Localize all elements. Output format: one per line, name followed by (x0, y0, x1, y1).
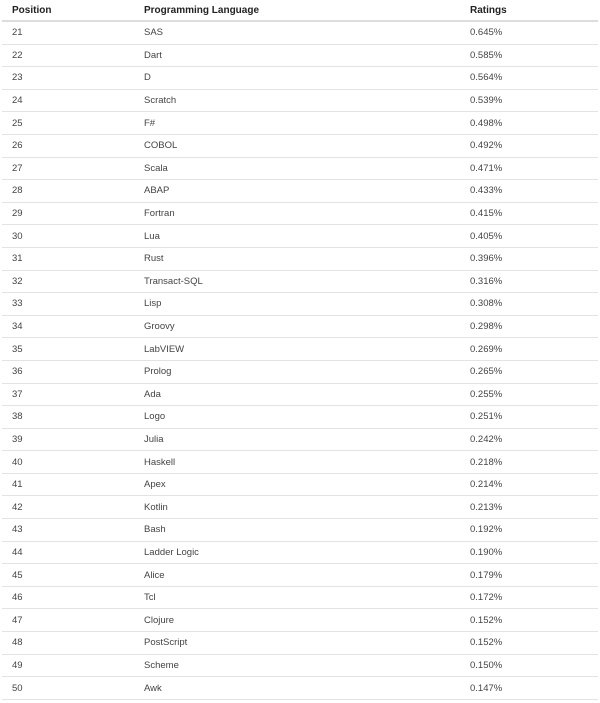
cell-language: Kotlin (133, 496, 460, 519)
table-row (2, 451, 598, 474)
cell-language: D (133, 67, 460, 90)
table-body (2, 21, 598, 699)
cell-position: 39 (2, 428, 133, 451)
cell-position: 27 (2, 157, 133, 180)
cell-language: F# (133, 112, 460, 135)
cell-rating: 0.147% (460, 677, 598, 700)
cell-language: PostScript (133, 632, 460, 655)
table-row (2, 112, 598, 135)
table-row (2, 654, 598, 677)
cell-language: Julia (133, 428, 460, 451)
cell-language: Scala (133, 157, 460, 180)
cell-language: Prolog (133, 360, 460, 383)
cell-language: Apex (133, 473, 460, 496)
cell-language: Transact-SQL (133, 270, 460, 293)
cell-position: 47 (2, 609, 133, 632)
cell-rating: 0.150% (460, 654, 598, 677)
cell-rating: 0.316% (460, 270, 598, 293)
header-row (2, 0, 598, 21)
cell-language: Haskell (133, 451, 460, 474)
table-row (2, 293, 598, 316)
table-row (2, 180, 598, 203)
table-row (2, 541, 598, 564)
cell-rating: 0.251% (460, 406, 598, 429)
cell-position: 40 (2, 451, 133, 474)
cell-position: 41 (2, 473, 133, 496)
cell-position: 24 (2, 89, 133, 112)
cell-language: Clojure (133, 609, 460, 632)
table-header (2, 0, 598, 21)
cell-rating: 0.498% (460, 112, 598, 135)
table-row (2, 157, 598, 180)
table-row (2, 564, 598, 587)
cell-rating: 0.172% (460, 586, 598, 609)
cell-position: 34 (2, 315, 133, 338)
cell-language: Ada (133, 383, 460, 406)
cell-position: 30 (2, 225, 133, 248)
table-row (2, 89, 598, 112)
cell-rating: 0.308% (460, 293, 598, 316)
column-header-position: Position (2, 0, 133, 21)
cell-language: COBOL (133, 134, 460, 157)
cell-position: 37 (2, 383, 133, 406)
cell-language: Scheme (133, 654, 460, 677)
table-row (2, 338, 598, 361)
cell-rating: 0.471% (460, 157, 598, 180)
cell-language: Fortran (133, 202, 460, 225)
cell-position: 38 (2, 406, 133, 429)
cell-position: 25 (2, 112, 133, 135)
cell-rating: 0.645% (460, 21, 598, 44)
table-row (2, 383, 598, 406)
table-row (2, 609, 598, 632)
cell-position: 36 (2, 360, 133, 383)
column-header-language: Programming Language (133, 0, 460, 21)
cell-position: 32 (2, 270, 133, 293)
table-row (2, 270, 598, 293)
cell-position: 23 (2, 67, 133, 90)
cell-position: 45 (2, 564, 133, 587)
ratings-table (2, 0, 598, 700)
cell-rating: 0.152% (460, 609, 598, 632)
cell-rating: 0.564% (460, 67, 598, 90)
table-row (2, 519, 598, 542)
column-header-ratings: Ratings (460, 0, 598, 21)
cell-position: 43 (2, 519, 133, 542)
cell-rating: 0.179% (460, 564, 598, 587)
cell-rating: 0.214% (460, 473, 598, 496)
cell-rating: 0.539% (460, 89, 598, 112)
cell-language: Dart (133, 44, 460, 67)
cell-language: SAS (133, 21, 460, 44)
table-row (2, 202, 598, 225)
cell-position: 42 (2, 496, 133, 519)
cell-position: 22 (2, 44, 133, 67)
table-row (2, 473, 598, 496)
table-row (2, 406, 598, 429)
cell-rating: 0.213% (460, 496, 598, 519)
cell-position: 35 (2, 338, 133, 361)
cell-rating: 0.585% (460, 44, 598, 67)
cell-position: 21 (2, 21, 133, 44)
cell-language: Groovy (133, 315, 460, 338)
cell-language: LabVIEW (133, 338, 460, 361)
cell-language: Tcl (133, 586, 460, 609)
cell-position: 29 (2, 202, 133, 225)
cell-rating: 0.255% (460, 383, 598, 406)
cell-language: Rust (133, 247, 460, 270)
cell-rating: 0.433% (460, 180, 598, 203)
cell-language: Scratch (133, 89, 460, 112)
table-row (2, 586, 598, 609)
table-row (2, 360, 598, 383)
cell-language: Logo (133, 406, 460, 429)
table-row (2, 677, 598, 700)
cell-position: 28 (2, 180, 133, 203)
table-row (2, 315, 598, 338)
cell-language: Alice (133, 564, 460, 587)
cell-position: 33 (2, 293, 133, 316)
cell-position: 46 (2, 586, 133, 609)
cell-rating: 0.269% (460, 338, 598, 361)
table-row (2, 247, 598, 270)
cell-rating: 0.218% (460, 451, 598, 474)
cell-rating: 0.190% (460, 541, 598, 564)
table-row (2, 428, 598, 451)
cell-position: 48 (2, 632, 133, 655)
cell-rating: 0.415% (460, 202, 598, 225)
cell-rating: 0.265% (460, 360, 598, 383)
cell-position: 44 (2, 541, 133, 564)
table-row (2, 67, 598, 90)
cell-rating: 0.492% (460, 134, 598, 157)
table-row (2, 632, 598, 655)
cell-rating: 0.192% (460, 519, 598, 542)
cell-position: 26 (2, 134, 133, 157)
table-row (2, 496, 598, 519)
cell-rating: 0.298% (460, 315, 598, 338)
table-row (2, 44, 598, 67)
cell-rating: 0.242% (460, 428, 598, 451)
cell-language: Awk (133, 677, 460, 700)
cell-position: 31 (2, 247, 133, 270)
cell-rating: 0.152% (460, 632, 598, 655)
cell-language: Bash (133, 519, 460, 542)
table-row (2, 134, 598, 157)
table-row (2, 21, 598, 44)
cell-position: 49 (2, 654, 133, 677)
cell-language: Lisp (133, 293, 460, 316)
cell-rating: 0.396% (460, 247, 598, 270)
cell-position: 50 (2, 677, 133, 700)
cell-rating: 0.405% (460, 225, 598, 248)
cell-language: Ladder Logic (133, 541, 460, 564)
cell-language: ABAP (133, 180, 460, 203)
cell-language: Lua (133, 225, 460, 248)
table-row (2, 225, 598, 248)
